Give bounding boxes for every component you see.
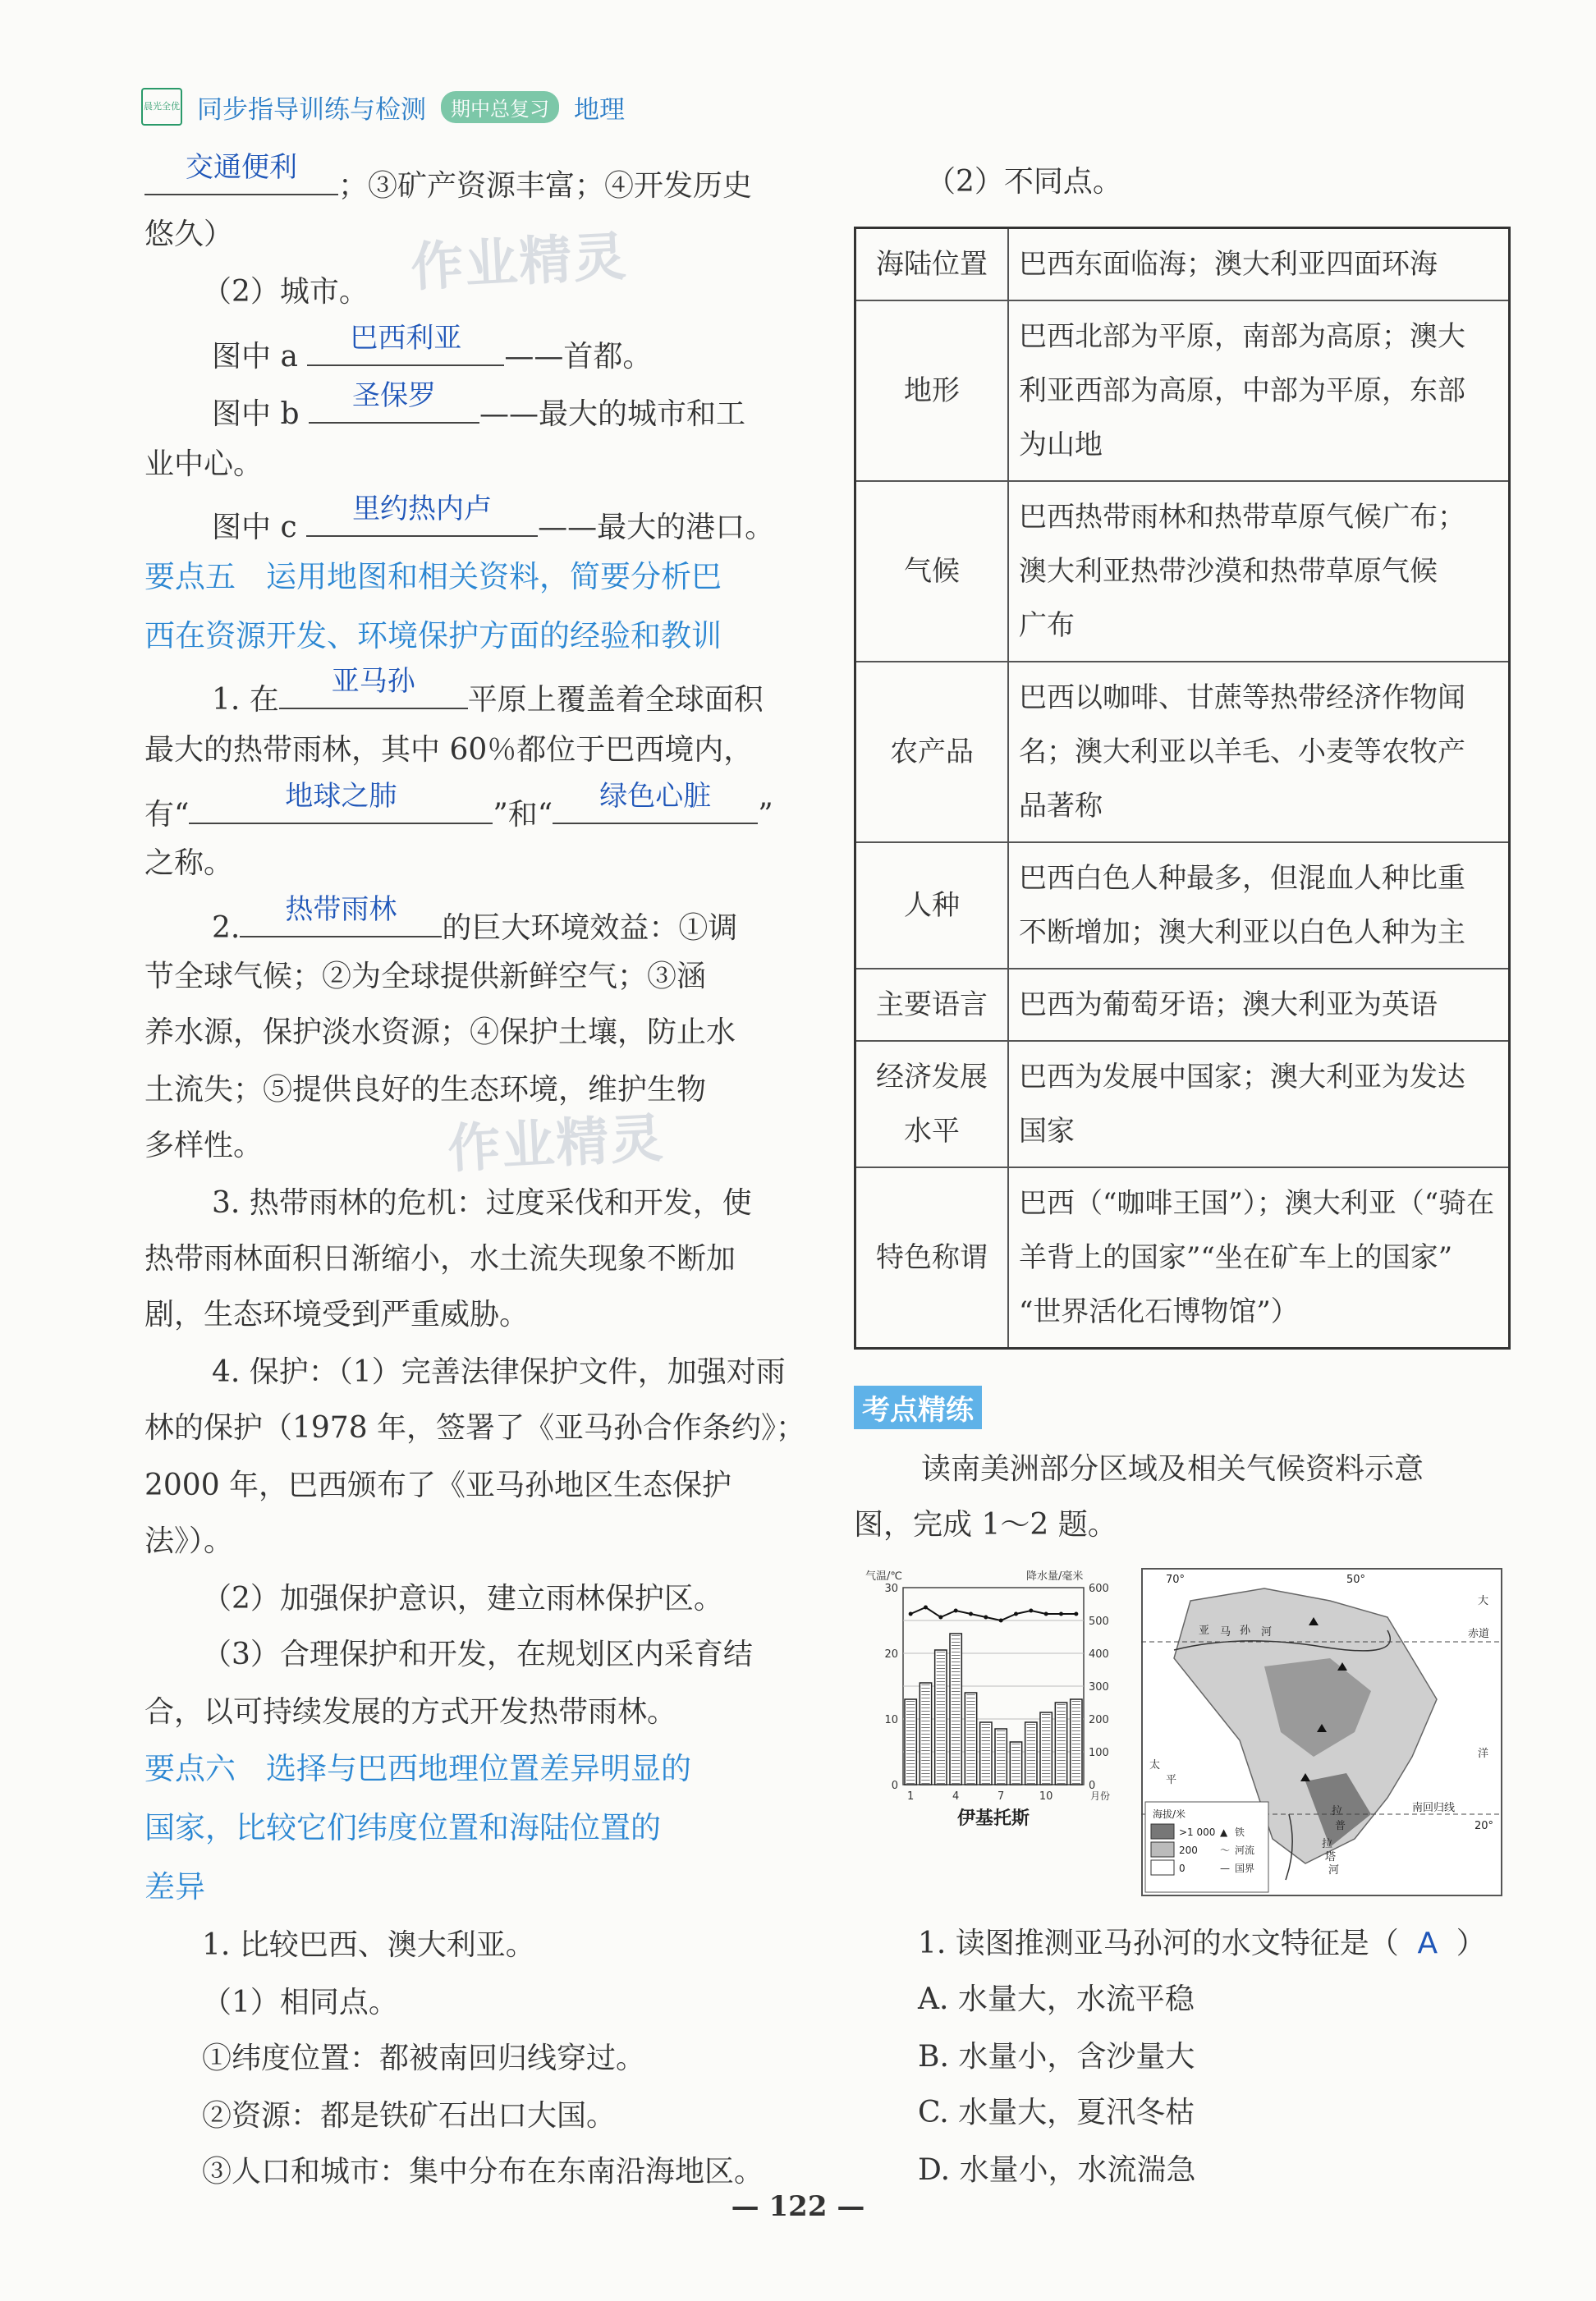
temperature-point — [984, 1616, 988, 1620]
row-header: 农产品 — [855, 662, 1009, 842]
south-america-map — [1141, 1568, 1502, 1896]
text-line: 1. 在 亚马孙 平原上覆盖着全球面积 — [212, 665, 764, 717]
row-value: 巴西（“咖啡王国”）；澳大利亚（“骑在 羊背上的国家”“坐在矿车上的国家” “世界活化石博物馆”） — [1008, 1167, 1510, 1349]
text-line: （1）相同点。 — [202, 1986, 398, 2019]
row-value: 巴西东面临海；澳大利亚四面环海 — [1008, 228, 1510, 301]
watermark: 作业精灵 — [409, 227, 630, 299]
text-line: 1. 比较巴西、澳大利亚。 — [202, 1928, 535, 1962]
y-left-tick: 0 — [891, 1780, 898, 1792]
answer: 绿色心脏 — [599, 780, 712, 813]
legend-level: 0 — [1179, 1863, 1186, 1874]
y-right-tick: 100 — [1089, 1747, 1109, 1759]
temperature-point — [969, 1612, 973, 1616]
text-line: ③人口和城市：集中分布在东南沿海地区。 — [202, 2155, 764, 2189]
map-label: 河 — [1261, 1626, 1273, 1639]
map-label: 大 — [1478, 1595, 1489, 1607]
legend-item: 国界 — [1235, 1863, 1255, 1874]
temperature-point — [1029, 1609, 1033, 1613]
legend-title: 海拔/米 — [1153, 1808, 1186, 1820]
y-right-tick: 300 — [1089, 1681, 1109, 1694]
answer: 圣保罗 — [351, 379, 436, 412]
text-line: 热带雨林面积日渐缩小，水土流失现象不断加 — [144, 1242, 736, 1276]
y-right-label: 降水量/毫米 — [1026, 1570, 1084, 1583]
map-label: 拉 — [1322, 1838, 1333, 1850]
text-line: 有“ 地球之肺 ”和“ 绿色心脏 ” — [144, 780, 773, 832]
city-b: 图中 b 圣保罗 ——最大的城市和工 — [212, 379, 745, 431]
climate-chart — [862, 1563, 1133, 1831]
temperature-point — [924, 1606, 928, 1610]
fill-blank — [279, 665, 468, 709]
text-line: （2）加强保护意识，建立雨林保护区。 — [202, 1582, 723, 1616]
map-label: 太 — [1149, 1759, 1161, 1772]
fill-blank — [144, 151, 338, 195]
answer: 亚马孙 — [331, 665, 415, 698]
legend-symbol: ▲ — [1220, 1827, 1228, 1838]
answer: 里约热内卢 — [352, 493, 493, 525]
row-value: 巴西热带雨林和热带草原气候广布； 澳大利亚热带沙漠和热带草原气候 广布 — [1008, 481, 1510, 662]
x-tick: 10 — [1039, 1790, 1053, 1803]
text-line: 多样性。 — [144, 1129, 264, 1162]
precip-bar — [950, 1634, 961, 1785]
text-line: 法》）。 — [144, 1524, 234, 1558]
row-value: 巴西以咖啡、甘蔗等热带经济作物闻 名；澳大利亚以羊毛、小麦等农牧产 品著称 — [1008, 662, 1510, 842]
city-c: 图中 c 里约热内卢 ——最大的港口。 — [212, 493, 775, 544]
city-a: 图中 a 巴西利亚 ——首都。 — [212, 322, 653, 374]
page-number: — 122 — — [731, 2190, 865, 2223]
answer: 热带雨林 — [285, 893, 397, 926]
text-line: 土流失；⑤提供良好的生态环境，维护生物 — [144, 1073, 707, 1107]
map-label: 赤道 — [1468, 1628, 1490, 1640]
map-label: 70° — [1166, 1574, 1186, 1586]
y-left-tick: 10 — [884, 1714, 898, 1726]
table-row — [855, 1041, 1510, 1167]
text-line: （3）合理保护和开发，在规划区内采育结 — [202, 1638, 753, 1671]
y-left-label: 气温/℃ — [865, 1570, 902, 1583]
text-line: 2000 年，巴西颁布了《亚马孙地区生态保护 — [144, 1469, 732, 1502]
text-line: 最大的热带雨林，其中 60％都位于巴西境内， — [144, 733, 754, 767]
x-tick: 7 — [998, 1790, 1005, 1803]
text-line: ①纬度位置：都被南回归线穿过。 — [202, 2042, 646, 2075]
map-label: 孙 — [1240, 1625, 1251, 1637]
temperature-point — [954, 1609, 958, 1613]
row-value: 巴西为葡萄牙语；澳大利亚为英语 — [1008, 969, 1510, 1041]
table-row — [855, 481, 1510, 662]
row-value: 巴西北部为平原，南部为高原；澳大 利亚西部为高原，中部为平原，东部 为山地 — [1008, 300, 1510, 481]
temperature-point — [909, 1612, 913, 1616]
row-header: 地形 — [855, 300, 1009, 481]
comparison-table — [854, 227, 1511, 1350]
map-label: 马 — [1220, 1626, 1231, 1639]
section-heading: 要点五 运用地图和相关资料，简要分析巴 — [144, 559, 722, 594]
fill-blank — [306, 493, 538, 537]
y-right-tick: 400 — [1089, 1648, 1109, 1661]
fill-blank — [553, 780, 758, 824]
row-header: 人种 — [855, 842, 1009, 969]
answer: 交通便利 — [186, 151, 297, 184]
page-header — [141, 89, 625, 125]
legend-item: 河流 — [1235, 1845, 1255, 1856]
legend-swatch — [1151, 1842, 1174, 1857]
text-line: 节全球气候；②为全球提供新鲜空气；③涵 — [144, 960, 707, 993]
table-row — [855, 300, 1510, 481]
text-line: 林的保护（1978 年，签署了《亚马孙合作条约》； — [144, 1411, 806, 1445]
map-label: 20° — [1474, 1820, 1494, 1832]
text-line: 养水源，保护淡水资源；④保护土壤，防止水 — [144, 1015, 736, 1049]
row-header: 主要语言 — [855, 969, 1009, 1041]
legend-swatch — [1151, 1860, 1174, 1875]
precip-bar — [965, 1693, 976, 1785]
text-line: （2）城市。 — [202, 275, 369, 309]
option-a: A. 水量大，水流平稳 — [918, 1982, 1195, 2016]
fill-blank — [307, 322, 504, 366]
text-line: 交通便利 ；③矿产资源丰富；④开发历史 — [144, 161, 752, 204]
map-label: 南回归线 — [1412, 1802, 1456, 1814]
map-label: 50° — [1346, 1574, 1366, 1586]
y-right-tick: 500 — [1089, 1616, 1109, 1628]
chart-title: 伊基托斯 — [956, 1808, 1030, 1829]
table-row — [855, 842, 1510, 969]
option-d: D. 水量小，水流湍急 — [918, 2153, 1196, 2187]
map-label: 洋 — [1478, 1748, 1489, 1760]
map-label: 河 — [1328, 1864, 1340, 1877]
publisher-logo: 晨光全优 — [141, 88, 182, 126]
table-row — [855, 969, 1510, 1041]
text-line: 读南美洲部分区域及相关气候资料示意 — [921, 1452, 1424, 1486]
answer: 巴西利亚 — [350, 322, 462, 355]
watermark: 作业精灵 — [446, 1108, 667, 1180]
temperature-point — [1014, 1612, 1018, 1616]
map-label: 塔 — [1325, 1851, 1337, 1863]
fill-blank — [240, 893, 442, 937]
table-row — [855, 662, 1510, 842]
text-line: 3. 热带雨林的危机：过度采伐和开发，使 — [212, 1186, 752, 1220]
row-header: 气候 — [855, 481, 1009, 662]
legend-item: 铁 — [1235, 1827, 1245, 1838]
section-heading: 差异 — [144, 1869, 205, 1905]
section-heading: 要点六 选择与巴西地理位置差异明显的 — [144, 1751, 691, 1786]
legend-symbol: 〜 — [1220, 1845, 1231, 1856]
temperature-point — [1044, 1612, 1048, 1616]
text-line: 之称。 — [144, 846, 234, 880]
precip-bar — [1071, 1699, 1082, 1785]
temperature-point — [999, 1619, 1003, 1623]
legend-level: 200 — [1179, 1845, 1198, 1856]
text-line: （2）不同点。 — [926, 165, 1122, 199]
x-axis-label: 月份 — [1090, 1790, 1111, 1802]
temperature-point — [1074, 1612, 1078, 1616]
map-label: 亚 — [1199, 1625, 1210, 1637]
fill-blank — [309, 379, 479, 424]
text-line: 图，完成 1～2 题。 — [854, 1508, 1117, 1542]
row-value: 巴西白色人种最多，但混血人种比重 不断增加；澳大利亚以白色人种为主 — [1008, 842, 1510, 969]
text-line: 业中心。 — [144, 447, 264, 481]
row-header: 特色称谓 — [855, 1167, 1009, 1349]
option-c: C. 水量大，夏汛冬枯 — [918, 2096, 1195, 2129]
subject-label: 地理 — [574, 94, 625, 125]
answer: 地球之肺 — [285, 780, 397, 813]
row-value: 巴西为发展中国家；澳大利亚为发达 国家 — [1008, 1041, 1510, 1167]
text-line: 4. 保护：（1）完善法律保护文件，加强对雨 — [212, 1355, 786, 1389]
table-row — [855, 1167, 1510, 1349]
y-right-tick: 200 — [1089, 1714, 1109, 1726]
text-line: 悠久） — [144, 218, 234, 251]
row-header: 经济发展 水平 — [855, 1041, 1009, 1167]
text-line: 2. 热带雨林 的巨大环境效益：①调 — [212, 893, 738, 945]
y-left-tick: 30 — [884, 1583, 898, 1595]
fill-blank — [189, 780, 493, 824]
map-label: 普 — [1335, 1820, 1346, 1832]
question-1: 1. 读图推测亚马孙河的水文特征是（ A ） — [918, 1927, 1486, 1960]
row-header: 海陆位置 — [855, 228, 1009, 301]
map-label: 平 — [1166, 1774, 1177, 1786]
temperature-point — [1059, 1612, 1063, 1616]
x-tick: 4 — [952, 1790, 960, 1803]
text-line: 合，以可持续发展的方式开发热带雨林。 — [144, 1695, 677, 1729]
legend-swatch — [1151, 1824, 1174, 1839]
option-b: B. 水量小，含沙量大 — [918, 2040, 1195, 2074]
y-right-tick: 0 — [1089, 1780, 1096, 1792]
temperature-point — [938, 1616, 942, 1620]
text-line: ②资源：都是铁矿石出口大国。 — [202, 2099, 617, 2133]
review-badge: 期中总复习 — [441, 91, 559, 123]
table-row — [855, 228, 1510, 301]
text-line: 剧，生态环境受到严重威胁。 — [144, 1298, 530, 1332]
section-heading: 国家，比较它们纬度位置和海陆位置的 — [144, 1810, 661, 1845]
temperature-line — [910, 1607, 1076, 1620]
y-left-tick: 20 — [884, 1648, 898, 1661]
answer: A — [1417, 1927, 1438, 1960]
series-title: 同步指导训练与检测 — [197, 94, 426, 125]
section-heading: 西在资源开发、环境保护方面的经验和教训 — [144, 618, 722, 653]
legend-level: >1 000 — [1179, 1827, 1216, 1838]
precip-bar — [905, 1699, 916, 1785]
x-tick: 1 — [907, 1790, 915, 1803]
legend-symbol: — — [1220, 1863, 1230, 1874]
y-right-tick: 600 — [1089, 1583, 1109, 1595]
section-tag: 考点精练 — [854, 1386, 982, 1429]
map-label: 拉 — [1332, 1805, 1343, 1817]
